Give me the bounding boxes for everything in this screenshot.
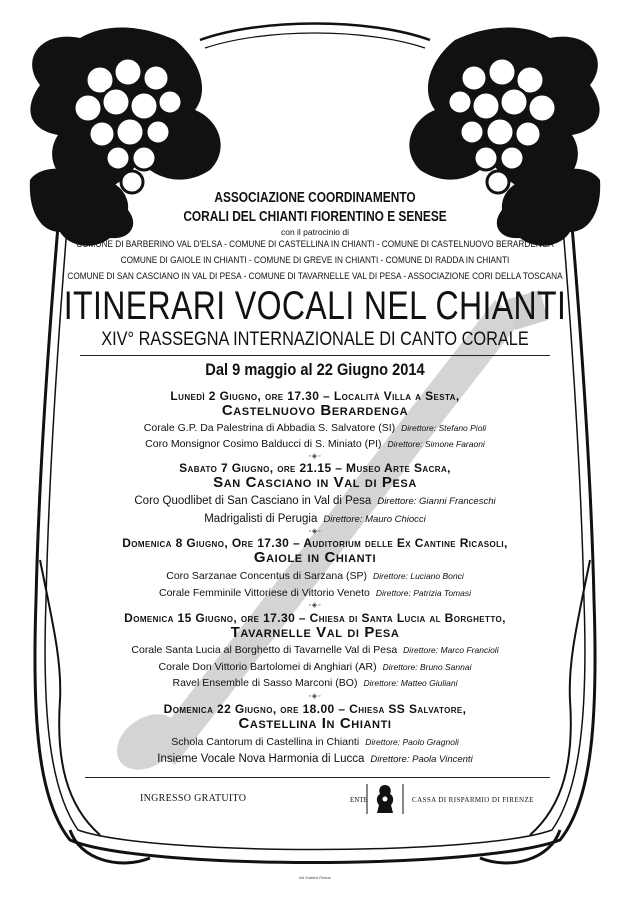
event-1-place: Castelnuovo Berardenga [221, 402, 409, 419]
performer-name: Insieme Vocale Nova Harmonia di Lucca [157, 753, 365, 765]
event-3-performer-1 [0, 570, 630, 582]
performer-name: Coro Quodlibet di San Casciano in Val di Pesa [134, 495, 372, 507]
performer-director: Direttore: Bruno Sannai [382, 662, 472, 672]
association-name-line2: CORALI DEL CHIANTI FIORENTINO E SENESE [183, 209, 447, 225]
event-5-performer-2 [0, 753, 630, 765]
free-entry-label: INGRESSO GRATUITO [140, 793, 247, 804]
poster-title: ITINERARI VOCALI NEL CHIANTI [63, 284, 567, 328]
comuni-line-2: COMUNE DI GAIOLE IN CHIANTI - COMUNE DI GREVE IN CHIANTI - COMUNE DI RADDA IN CHIANTI [120, 255, 510, 266]
event-3-performer-2 [0, 587, 630, 599]
performer-name: Ravel Ensemble di Sasso Marconi (BO) [172, 677, 358, 689]
event-1-performer-1 [0, 422, 630, 434]
performer-name: Corale Femminile Vittoriese di Vittorio Veneto [159, 587, 370, 599]
performer-director: Direttore: Patrizia Tomasi [375, 588, 471, 598]
ornament-divider: ◦◈◦ [308, 693, 322, 700]
patronage-label: con il patrocinio di [280, 227, 350, 237]
print-credit: Arti Grafiche Firenze [298, 876, 332, 880]
event-5-heading: Domenica 22 Giugno, ore 18.00 – Chiesa SS Salvatore, [163, 702, 467, 716]
event-5-place: Castellina In Chianti [238, 715, 392, 732]
performer-name: Corale Don Vittorio Bartolomei di Anghiari (AR) [158, 661, 377, 673]
comuni-line-3: COMUNE DI SAN CASCIANO IN VAL DI PESA - COMUNE DI TAVARNELLE VAL DI PESA - ASSOCIAZIONE CORI DELLA TOSCANA [67, 271, 563, 282]
footer-divider [85, 777, 550, 778]
ente-label: ENTE [350, 796, 368, 804]
performer-director: Direttore: Simone Faraoni [387, 439, 485, 449]
poster-subtitle: XIV° RASSEGNA INTERNAZIONALE DI CANTO CORALE [101, 329, 529, 350]
event-4-heading: Domenica 15 Giugno, ore 17.30 – Chiesa di Santa Lucia al Borghetto, [124, 611, 506, 625]
performer-director: Direttore: Stefano Pioli [401, 423, 487, 433]
performer-director: Direttore: Paolo Gragnoli [365, 737, 459, 747]
title-divider [80, 355, 550, 356]
event-2-performer-2 [0, 513, 630, 525]
performer-name: Coro Monsignor Cosimo Balducci di S. Miniato (PI) [145, 438, 382, 450]
event-4-performer-2 [0, 661, 630, 673]
performer-director: Direttore: Marco Francioli [403, 645, 499, 655]
festival-dates: Dal 9 maggio al 22 Giugno 2014 [205, 360, 425, 379]
event-3-place: Gaiole in Chianti [253, 549, 377, 566]
performer-name: Corale G.P. Da Palestrina di Abbadia S. Salvatore (SI) [143, 422, 396, 434]
event-1-performer-2 [0, 438, 630, 450]
event-1-heading: Lunedì 2 Giugno, ore 17.30 – Località Villa a Sesta, [170, 389, 460, 403]
event-4-performer-1 [0, 644, 630, 656]
event-2-performer-1 [0, 495, 630, 507]
performer-name: Corale Santa Lucia al Borghetto di Tavarnelle Val di Pesa [131, 644, 398, 656]
event-3-heading: Domenica 8 Giugno, Ore 17.30 – Auditorium delle Ex Cantine Ricasoli, [122, 536, 508, 550]
performer-name: Coro Sarzanae Concentus di Sarzana (SP) [166, 570, 368, 582]
event-2-heading: Sabato 7 Giugno, ore 21.15 – Museo Arte Sacra, [179, 461, 451, 475]
event-4-place: Tavarnelle Val di Pesa [230, 624, 400, 641]
performer-director: Direttore: Matteo Giuliani [363, 678, 458, 688]
performer-director: Direttore: Paola Vincenti [370, 754, 473, 765]
performer-name: Schola Cantorum di Castellina in Chianti [171, 736, 360, 748]
ornament-divider: ◦◈◦ [308, 602, 322, 609]
ornament-divider: ◦◈◦ [308, 528, 322, 535]
association-name-line1: ASSOCIAZIONE COORDINAMENTO [214, 190, 416, 206]
performer-director: Direttore: Luciano Bonci [373, 571, 464, 581]
event-4-performer-3 [0, 677, 630, 689]
event-2-place: San Casciano in Val di Pesa [213, 474, 417, 491]
performer-name: Madrigalisti di Perugia [204, 513, 318, 525]
performer-director: Direttore: Mauro Chiocci [323, 514, 426, 525]
ornament-divider: ◦◈◦ [308, 453, 322, 460]
bank-name: CASSA DI RISPARMIO DI FIRENZE [412, 796, 534, 804]
performer-director: Direttore: Gianni Franceschi [377, 496, 496, 507]
bank-logo-icon [366, 782, 404, 816]
comuni-line-1: COMUNE DI BARBERINO VAL D'ELSA - COMUNE DI CASTELLINA IN CHIANTI - COMUNE DI CASTELNUOVO BERARDENGA [76, 239, 554, 250]
event-5-performer-1 [0, 736, 630, 748]
